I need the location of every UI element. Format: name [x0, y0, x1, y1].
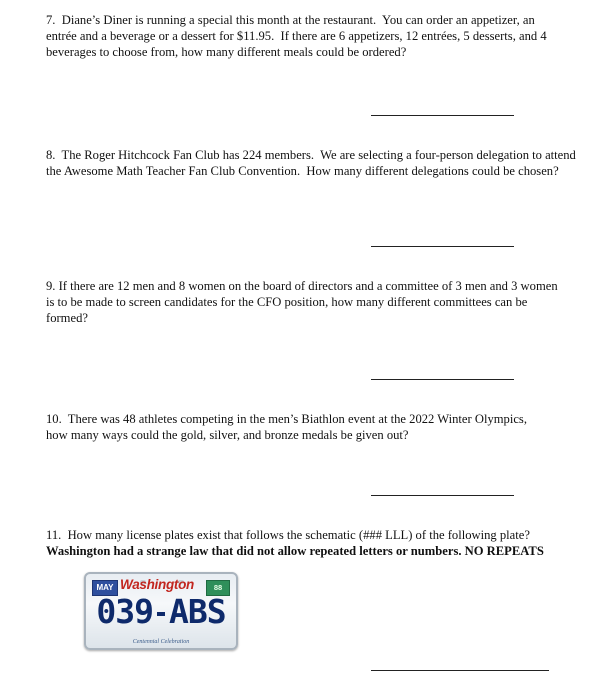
question-9 [46, 278, 566, 326]
question-10-text: 10. There was 48 athletes competing in the men’s Biathlon event at the 2022 Winter Olympics, how many ways could the gold, silver, and bronze medals be given out? [46, 412, 531, 442]
question-11-bold-text: Washington had a strange law that did not allow repeated letters or numbers. NO REPEATS [46, 544, 544, 558]
answer-line-9[interactable] [371, 379, 514, 380]
plate-letters: ABS [169, 592, 226, 631]
answer-line-7[interactable] [371, 115, 514, 116]
plate-digits: 039 [96, 592, 153, 631]
plate-state-name: Washington [120, 577, 194, 592]
answer-line-11[interactable] [371, 670, 549, 671]
plate-number [86, 593, 236, 631]
month-sticker: MAY [92, 580, 118, 596]
question-10 [46, 411, 536, 443]
question-9-text: 9. If there are 12 men and 8 women on the board of directors and a committee of 3 men and 3 women is to be made to screen candidates for the CFO position, how many different committees can be formed? [46, 279, 561, 325]
question-7-text: 7. Diane’s Diner is running a special this month at the restaurant. You can order an appetizer, an entrée and a beverage or a dessert for $11.95. If there are 6 appetizers, 12 entrées, 5 desserts, and 4 beverages to choose from, how many different meals could be ordered? [46, 13, 550, 59]
question-11 [46, 527, 606, 559]
plate-slogan: Centennial Celebration [132, 639, 190, 645]
plate-separator [157, 612, 165, 616]
question-7 [46, 12, 556, 60]
question-8-text: 8. The Roger Hitchcock Fan Club has 224 members. We are selecting a four-person delegation to attend the Awesome Math Teacher Fan Club Convention. How many different delegations could be chosen? [46, 148, 580, 178]
question-11-text: 11. How many license plates exist that follows the schematic (### LLL) of the following plate? [46, 528, 530, 542]
question-8 [46, 147, 591, 179]
year-sticker: 88 [206, 580, 230, 596]
answer-line-10[interactable] [371, 495, 514, 496]
license-plate-image [84, 572, 238, 650]
answer-line-8[interactable] [371, 246, 514, 247]
